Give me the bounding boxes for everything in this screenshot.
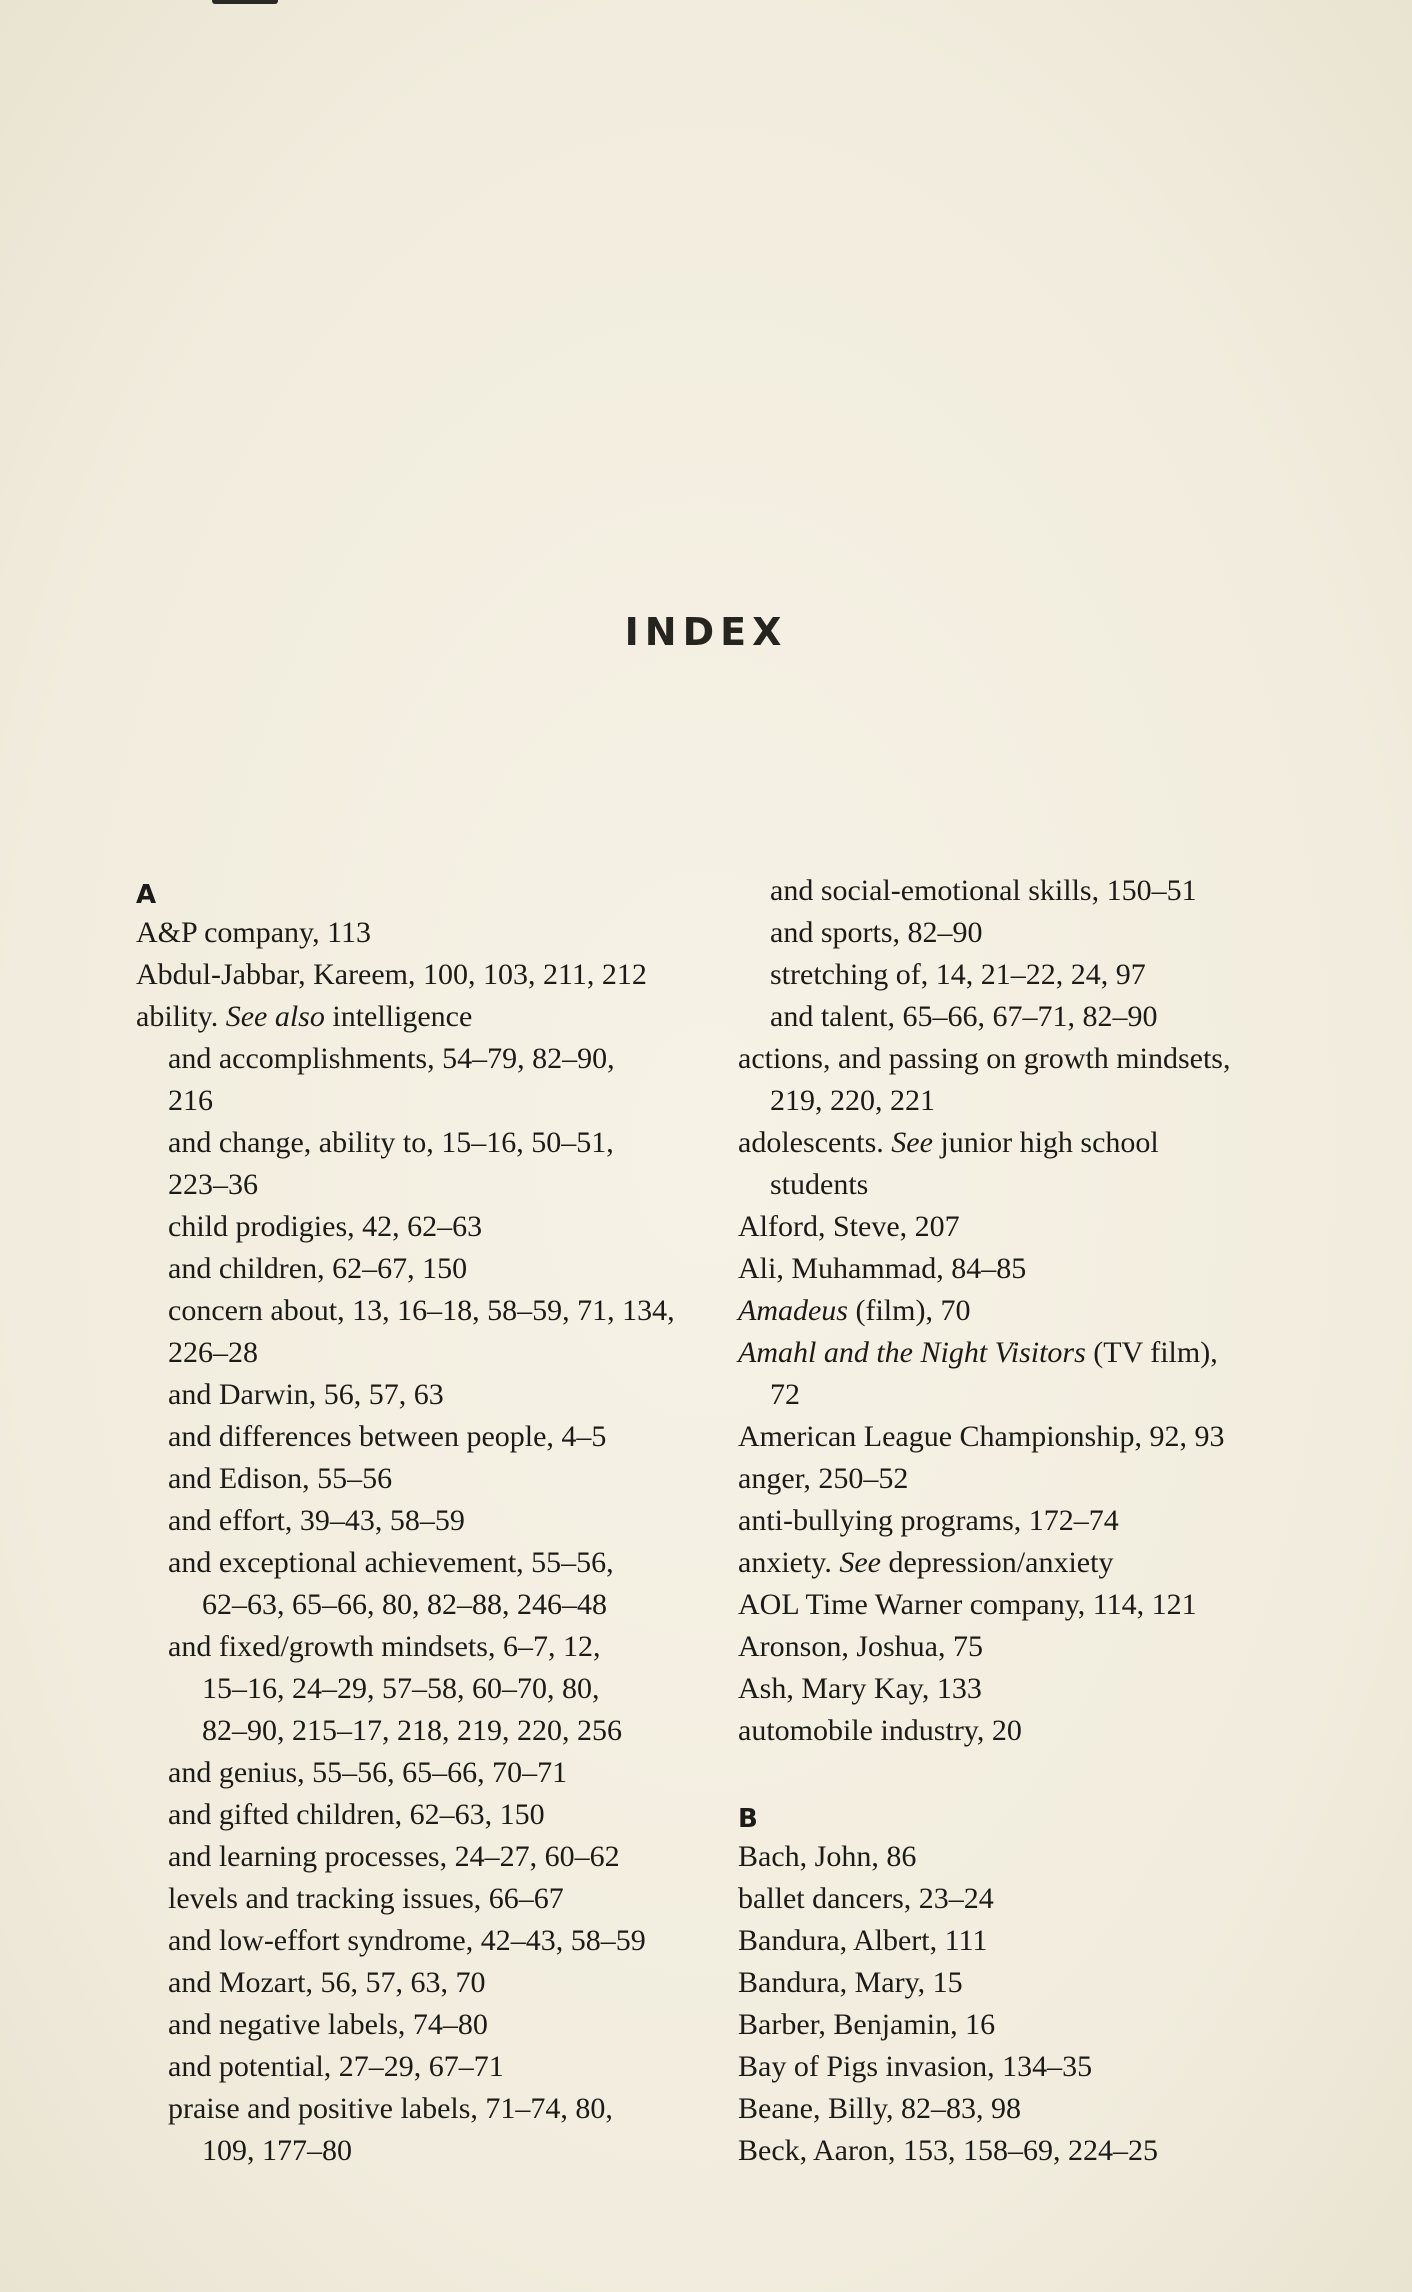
index-subentry: levels and tracking issues, 66–67 (168, 1882, 564, 1915)
index-subentry: and accomplishments, 54–79, 82–90, (168, 1042, 615, 1075)
index-entry: adolescents. See junior high school (738, 1126, 1159, 1159)
index-entry: anxiety. See depression/anxiety (738, 1546, 1114, 1579)
index-entry: Bach, John, 86 (738, 1840, 917, 1873)
index-column-right (738, 870, 1278, 2172)
index-column-left (136, 870, 696, 2172)
index-entry: Beane, Billy, 82–83, 98 (738, 2092, 1022, 2125)
index-subentry: 82–90, 215–17, 218, 219, 220, 256 (202, 1714, 622, 1747)
index-subentry: and gifted children, 62–63, 150 (168, 1798, 545, 1831)
section-letter: B (738, 1804, 758, 1834)
index-entry: ballet dancers, 23–24 (738, 1882, 994, 1915)
index-subentry: 72 (770, 1378, 800, 1411)
cross-reference: See also (225, 1000, 325, 1033)
index-subentry: and sports, 82–90 (770, 916, 983, 949)
index-subentry: 109, 177–80 (202, 2134, 352, 2167)
index-subentry: and potential, 27–29, 67–71 (168, 2050, 504, 2083)
index-entry: anti-bullying programs, 172–74 (738, 1504, 1119, 1537)
index-subentry: and social-emotional skills, 150–51 (770, 874, 1197, 907)
index-subentry: 226–28 (168, 1336, 258, 1369)
index-entry: Amadeus (film), 70 (738, 1294, 971, 1327)
index-entry: Aronson, Joshua, 75 (738, 1630, 983, 1663)
page-title: INDEX (624, 610, 788, 654)
index-entry: AOL Time Warner company, 114, 121 (738, 1588, 1197, 1621)
index-entry: Bay of Pigs invasion, 134–35 (738, 2050, 1093, 2083)
cross-reference: Amadeus (738, 1294, 848, 1327)
index-subentry: and effort, 39–43, 58–59 (168, 1504, 465, 1537)
index-subentry: and negative labels, 74–80 (168, 2008, 488, 2041)
index-subentry: 15–16, 24–29, 57–58, 60–70, 80, (202, 1672, 600, 1705)
index-subentry: and Mozart, 56, 57, 63, 70 (168, 1966, 486, 1999)
index-subentry: and differences between people, 4–5 (168, 1420, 607, 1453)
index-entry: Ash, Mary Kay, 133 (738, 1672, 982, 1705)
index-subentry: and talent, 65–66, 67–71, 82–90 (770, 1000, 1158, 1033)
index-subentry: and learning processes, 24–27, 60–62 (168, 1840, 620, 1873)
index-entry: automobile industry, 20 (738, 1714, 1022, 1747)
index-entry: Beck, Aaron, 153, 158–69, 224–25 (738, 2134, 1158, 2167)
index-subentry: praise and positive labels, 71–74, 80, (168, 2092, 613, 2125)
page-edge-mark (212, 0, 278, 4)
index-entry: Amahl and the Night Visitors (TV film), (738, 1336, 1218, 1369)
section-letter: A (136, 880, 157, 910)
index-entry: Ali, Muhammad, 84–85 (738, 1252, 1027, 1285)
index-subentry: child prodigies, 42, 62–63 (168, 1210, 483, 1243)
index-entry: American League Championship, 92, 93 (738, 1420, 1225, 1453)
index-subentry: and children, 62–67, 150 (168, 1252, 468, 1285)
index-subentry: and low-effort syndrome, 42–43, 58–59 (168, 1924, 646, 1957)
index-entry: actions, and passing on growth mindsets, (738, 1042, 1231, 1075)
index-subentry: 216 (168, 1084, 213, 1117)
index-entry: Abdul-Jabbar, Kareem, 100, 103, 211, 212 (136, 958, 647, 991)
index-subentry: 223–36 (168, 1168, 258, 1201)
index-entry: anger, 250–52 (738, 1462, 909, 1495)
index-subentry: 219, 220, 221 (770, 1084, 935, 1117)
index-entry: Bandura, Albert, 111 (738, 1924, 988, 1957)
index-entry: A&P company, 113 (136, 916, 371, 949)
section-gap (738, 1752, 1278, 1794)
index-subentry: concern about, 13, 16–18, 58–59, 71, 134, (168, 1294, 675, 1327)
index-subentry: stretching of, 14, 21–22, 24, 97 (770, 958, 1146, 991)
index-entry: Bandura, Mary, 15 (738, 1966, 963, 1999)
index-subentry: and exceptional achievement, 55–56, (168, 1546, 614, 1579)
index-subentry: 62–63, 65–66, 80, 82–88, 246–48 (202, 1588, 607, 1621)
index-subentry: and change, ability to, 15–16, 50–51, (168, 1126, 614, 1159)
index-subentry: and genius, 55–56, 65–66, 70–71 (168, 1756, 568, 1789)
index-entry: Barber, Benjamin, 16 (738, 2008, 996, 2041)
index-subentry: and fixed/growth mindsets, 6–7, 12, (168, 1630, 601, 1663)
index-entry: ability. See also intelligence (136, 1000, 473, 1033)
cross-reference: Amahl and the Night Visitors (738, 1336, 1086, 1369)
index-entry: Alford, Steve, 207 (738, 1210, 960, 1243)
cross-reference: See (839, 1546, 881, 1579)
cross-reference: See (891, 1126, 933, 1159)
index-subentry: and Edison, 55–56 (168, 1462, 393, 1495)
index-subentry: and Darwin, 56, 57, 63 (168, 1378, 444, 1411)
index-subentry: students (770, 1168, 869, 1201)
